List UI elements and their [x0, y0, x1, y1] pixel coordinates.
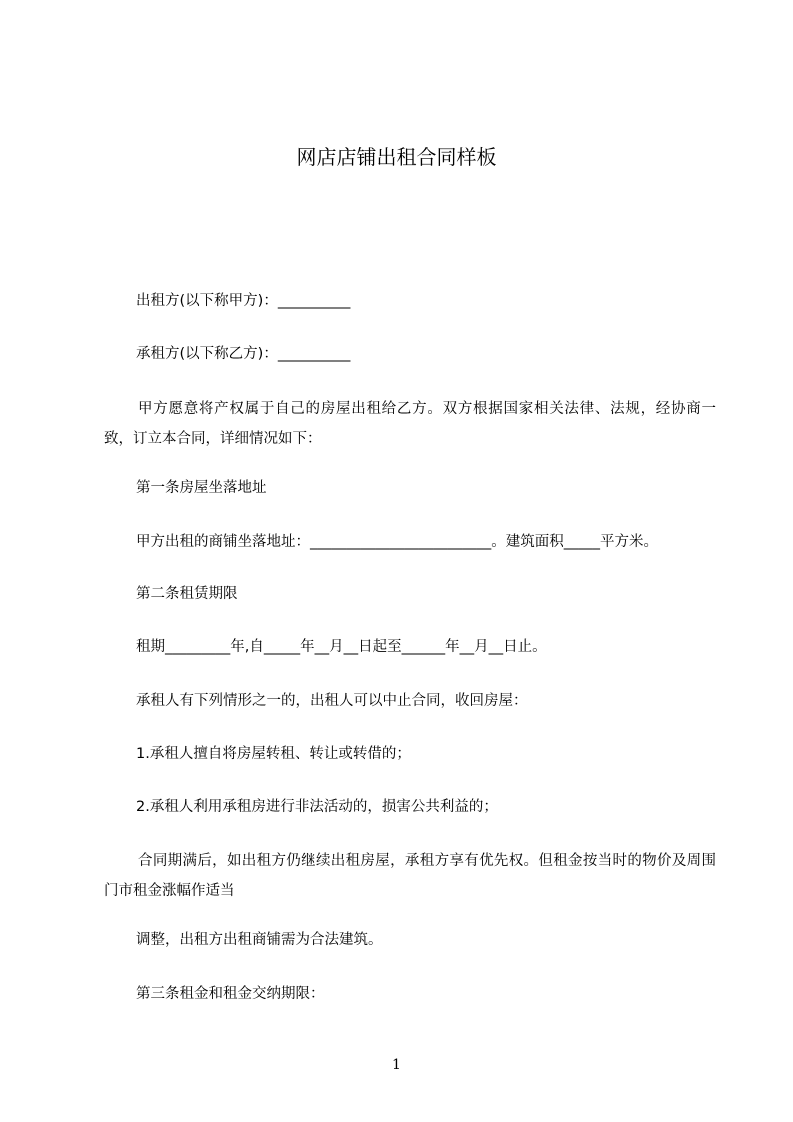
- document-title: 网店店铺出租合同样板: [296, 145, 497, 169]
- property-address-line: 甲方出租的商铺坐落地址：_________________________。建筑面积_____平方米。: [136, 534, 658, 550]
- page-number: 1: [392, 1057, 401, 1073]
- intro-paragraph: 甲方愿意将产权属于自己的房屋出租给乙方。双方根据国家相关法律、法规，经协商一致，订立本合同，详细情况如下：: [104, 401, 716, 447]
- article-3-heading: 第三条租金和租金交纳期限：: [136, 986, 325, 1002]
- article-2-heading: 第二条租赁期限: [136, 586, 238, 602]
- renewal-paragraph: 合同期满后，如出租方仍继续出租房屋，承租方享有优先权。但租金按当时的物价及周围门市租金涨幅作适当: [104, 853, 716, 899]
- condition-2-line: 2.承租人利用承租房进行非法活动的，损害公共利益的；: [136, 799, 498, 815]
- article-1-heading: 第一条房屋坐落地址: [136, 480, 267, 496]
- termination-conditions-line: 承租人有下列情形之一的，出租人可以中止合同，收回房屋：: [136, 693, 528, 709]
- adjustment-line: 调整，出租方出租商铺需为合法建筑。: [136, 932, 383, 948]
- lessee-line: 承租方(以下称乙方)：__________: [136, 346, 351, 362]
- lease-term-line: 租期_________年,自_____年__月__日起至______年__月__日止。: [136, 639, 547, 655]
- condition-1-line: 1.承租人擅自将房屋转租、转让或转借的；: [136, 746, 411, 762]
- lessor-line: 出租方(以下称甲方)：__________: [136, 293, 351, 309]
